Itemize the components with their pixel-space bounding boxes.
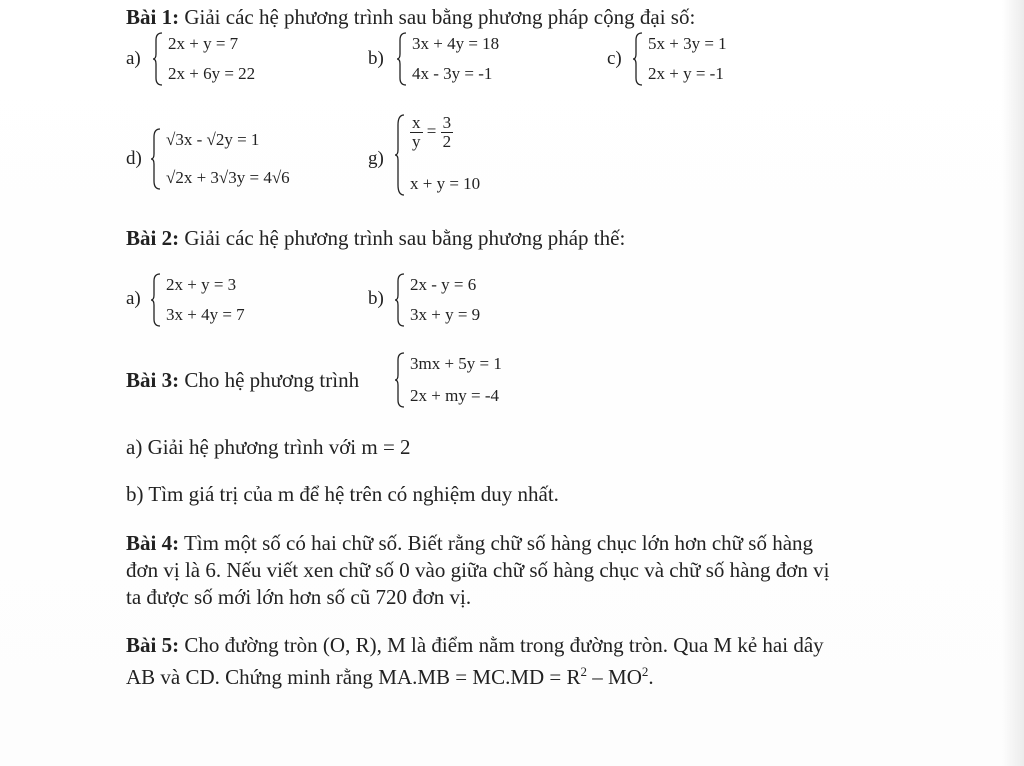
bai4-line1 (126, 530, 813, 556)
bai3-part-a: a) Giải hệ phương trình với m = 2 (126, 435, 411, 459)
bai4-line2: đơn vị là 6. Nếu viết xen chữ số 0 vào giữa chữ số hàng chục và chữ số hàng đơn vị (126, 558, 830, 582)
bai1-a-system (152, 32, 255, 86)
bai5-text: . (648, 665, 654, 689)
brace-icon (396, 32, 408, 86)
bai2-label: Bài 2: (126, 226, 180, 250)
bai1-d-system (150, 128, 290, 190)
bai1-g-label: g) (368, 148, 384, 169)
bai1-b-label: b) (368, 48, 384, 69)
bai5-text: Cho đường tròn (O, R), M là điểm nằm trong đường tròn. Qua M kẻ hai dây (184, 633, 824, 657)
bai1-a-label: a) (126, 48, 141, 69)
equation: √2x + 3√3y = 4√6 (166, 168, 290, 187)
frac-numerator: x (412, 113, 421, 132)
equation: 2x + my = -4 (410, 386, 500, 405)
bai5-line2 (126, 659, 654, 690)
bai1-label: Bài 1: (126, 5, 180, 29)
bai5-label: Bài 5: (126, 633, 180, 657)
bai1-b-system (396, 32, 499, 86)
equation: 3x + 4y = 18 (412, 34, 500, 53)
brace-icon (632, 32, 644, 86)
equation: √3x - √2y = 1 (166, 130, 260, 149)
bai2-a-system (150, 273, 245, 327)
brace-icon (394, 114, 406, 196)
equation: 3mx + 5y = 1 (410, 354, 502, 373)
bai4-label: Bài 4: (126, 531, 180, 555)
equation: x + y = 10 (410, 174, 481, 193)
bai3-heading (126, 368, 359, 393)
bai5-text: – MO (587, 665, 642, 689)
brace-icon (394, 352, 406, 408)
bai3-title: Cho hệ phương trình (184, 368, 360, 392)
bai1-c-system (632, 32, 727, 86)
bai1-heading (126, 5, 695, 30)
equation: 3x + y = 9 (410, 305, 481, 324)
bai2-b-system (394, 273, 480, 327)
superscript: 2 (580, 664, 588, 679)
bai2-heading (126, 226, 625, 251)
bai3-system (394, 352, 502, 408)
bai4-text: Tìm một số có hai chữ số. Biết rằng chữ số hàng chục lớn hơn chữ số hàng (183, 531, 814, 555)
equation: 2x + 6y = 22 (168, 64, 256, 83)
bai2-b-label: b) (368, 288, 384, 309)
frac-denominator: y (412, 132, 421, 151)
brace-icon (150, 128, 162, 190)
bai4-line3: ta được số mới lớn hơn số cũ 720 đơn vị. (126, 585, 472, 609)
superscript: 2 (641, 664, 649, 679)
equation: 2x + y = -1 (648, 64, 724, 83)
frac-numerator: 3 (442, 113, 452, 132)
equation: 3x + 4y = 7 (166, 305, 245, 324)
bai1-g-system (394, 114, 480, 196)
equation: 2x + y = 7 (168, 34, 239, 53)
equation: 5x + 3y = 1 (648, 34, 727, 53)
equation: 2x - y = 6 (410, 275, 477, 294)
bai5-text: AB và CD. Chứng minh rằng MA.MB = MC.MD = R (126, 665, 581, 689)
frac-denominator: 2 (442, 132, 452, 151)
brace-icon (152, 32, 164, 86)
bai3-label: Bài 3: (126, 368, 180, 392)
bai3-part-b: b) Tìm giá trị của m để hệ trên có nghiệm duy nhất. (126, 482, 559, 506)
bai1-title: Giải các hệ phương trình sau bằng phương pháp cộng đại số: (184, 5, 696, 29)
page-edge-shadow (1002, 0, 1024, 766)
bai2-a-label: a) (126, 288, 141, 309)
bai5-line1 (126, 632, 824, 658)
bai1-c-label: c) (607, 48, 622, 69)
bai1-d-label: d) (126, 148, 142, 169)
brace-icon (150, 273, 162, 327)
brace-icon (394, 273, 406, 327)
equation: 2x + y = 3 (166, 275, 237, 294)
fraction-equation (410, 114, 480, 151)
equals-sign: = (426, 121, 437, 141)
equation: 4x - 3y = -1 (412, 64, 493, 83)
bai2-title: Giải các hệ phương trình sau bằng phương pháp thế: (184, 226, 626, 250)
